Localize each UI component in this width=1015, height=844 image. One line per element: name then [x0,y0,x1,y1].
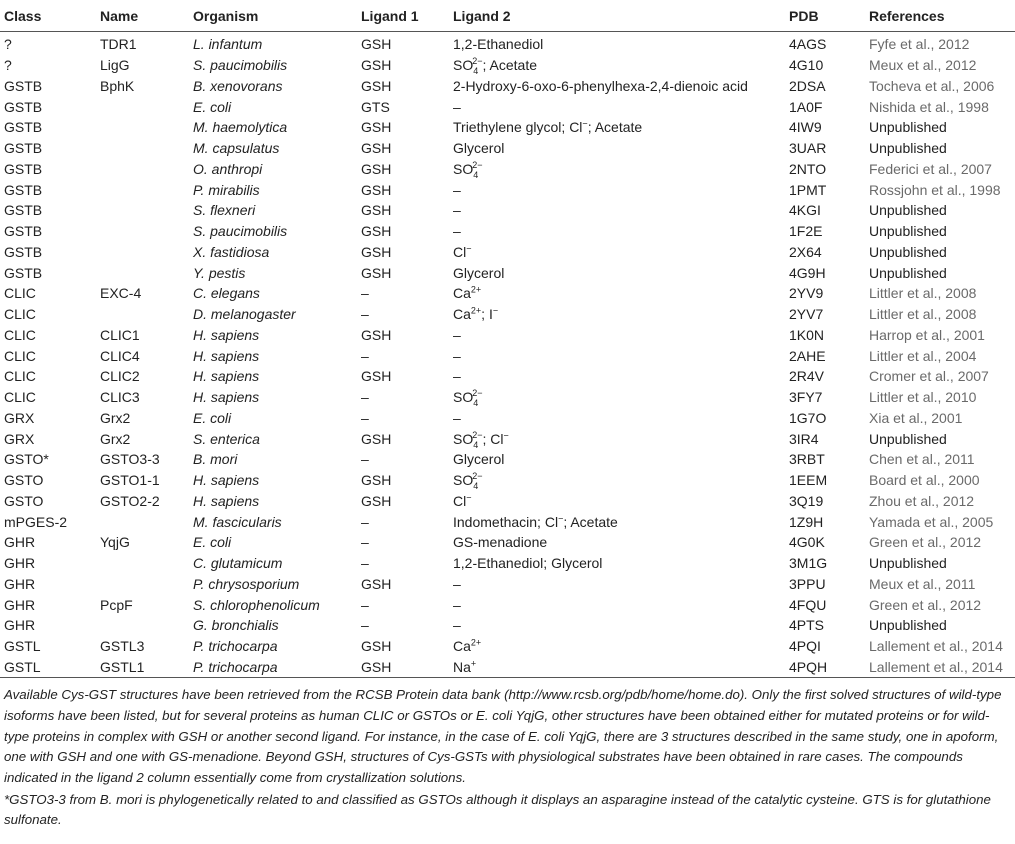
pdb-cell: 2X64 [789,243,822,260]
header-class: Class [0,0,96,32]
pdb-cell: 4AGS [789,36,827,53]
ligand-1-cell: GSH [361,57,392,74]
name-cell: CLIC2 [100,368,140,385]
table-row [0,615,1015,636]
organism-cell: P. trichocarpa [193,638,278,655]
class-cell: GSTB [4,223,43,240]
ligand-2-cell: – [453,596,461,613]
class-cell: GSTL [0,657,96,678]
footnote-star: *GSTO3-3 from B. mori is phylogenetically related to and classified as GSTOs although it displays an asparagine instead of the catalytic cysteine. GTS is for glutathione sulfonate. [4,791,991,828]
reference-cell: Green et al., 2012 [869,596,982,613]
reference-cell: Meux et al., 2011 [869,575,976,592]
ligand-1-cell: GSH [361,326,392,343]
reference-cell: Unpublished [869,617,947,634]
ligand-1-cell: GSH [361,202,392,219]
reference-cell: Green et al., 2012 [869,534,982,551]
table-row [0,200,1015,221]
table-row [0,242,1015,263]
name-cell [96,96,189,117]
name-cell: EXC-4 [100,285,142,302]
header-organism: Organism [189,0,357,32]
pdb-cell: 2NTO [789,160,827,177]
pdb-cell: 4G10 [789,57,824,74]
ligand-2-cell: GS-menadione [453,534,548,551]
reference-cell: Meux et al., 2012 [869,57,977,74]
name-cell: TDR1 [100,36,137,53]
organism-cell: H. sapiens [193,326,260,343]
name-cell: CLIC4 [100,347,140,364]
table-row [0,55,1015,76]
class-cell: GSTO [4,492,44,509]
name-cell [96,179,189,200]
ligand-1-cell: GSH [361,181,392,198]
ligand-1-cell: GSH [361,575,392,592]
pdb-cell: 3UAR [789,140,827,157]
ligand-2-cell: $SO_4^{2-}$ [453,160,483,180]
ligand-2-cell: Glycerol [453,140,505,157]
organism-cell: S. paucimobilis [193,57,288,74]
class-cell: ? [4,57,12,74]
name-cell [96,553,189,574]
ligand-1-cell: GSH [361,140,392,157]
pdb-cell: 4PQI [789,638,821,655]
ligand-2-cell: 2-Hydroxy-6-oxo-6-phenylhexa-2,4-dienoic acid [453,77,748,94]
pdb-cell: 1Z9H [789,513,824,530]
class-cell: ? [4,36,12,53]
table-row [0,636,1015,657]
class-cell: GSTB [4,264,43,281]
name-cell: GSTO3-3 [100,451,160,468]
ligand-2-cell: $Ca^{2+}$ [453,637,482,655]
name-cell [96,221,189,242]
table-row [0,32,1015,55]
class-cell: mPGES-2 [4,513,68,530]
header-references: References [865,0,1015,32]
reference-cell: Littler et al., 2008 [869,285,977,302]
table-row [0,366,1015,387]
pdb-cell: 4KGI [789,202,821,219]
pdb-cell: 1G7O [789,409,827,426]
organism-cell: B. mori [193,451,238,468]
reference-cell: Unpublished [869,555,947,572]
ligand-1-cell: – [361,534,369,551]
ligand-1-cell: GTS [361,98,390,115]
ligand-2-cell: $SO_4^{2-}$ [453,388,483,408]
table-row [0,345,1015,366]
ligand-1-cell: GSH [361,119,392,136]
organism-cell: H. sapiens [193,472,260,489]
name-cell [96,200,189,221]
pdb-cell: 1PMT [789,181,827,198]
pdb-cell: 4PTS [789,617,825,634]
organism-cell: M. capsulatus [193,140,280,157]
ligand-2-cell: Cl− [453,243,472,260]
table-row [0,657,1015,678]
ligand-1-cell: GSH [361,430,392,447]
organism-cell: E. coli [193,534,232,551]
pdb-cell: 3M1G [789,555,828,572]
ligand-1-cell: GSH [361,264,392,281]
class-cell: GSTL [4,638,41,655]
table-row [0,594,1015,615]
reference-cell: Fyfe et al., 2012 [869,36,970,53]
pdb-cell: 3RBT [789,451,825,468]
reference-cell: Unpublished [869,202,947,219]
reference-cell: Rossjohn et al., 1998 [869,181,1001,198]
table-row [0,283,1015,304]
name-cell [96,304,189,325]
reference-cell: Unpublished [869,243,947,260]
ligand-1-cell: – [361,617,369,634]
pdb-cell: 3IR4 [789,430,819,447]
organism-cell: S. paucimobilis [193,223,288,240]
ligand-2-cell: – [453,347,461,364]
ligand-1-cell: GSH [361,368,392,385]
table-row [0,470,1015,491]
table-row [0,221,1015,242]
table-row [0,117,1015,138]
pdb-cell: 4IW9 [789,119,822,136]
organism-cell: B. xenovorans [193,77,283,94]
ligand-1-cell: GSH [361,36,392,53]
class-cell: GSTB [4,243,43,260]
ligand-2-cell: – [453,368,461,385]
pdb-cell: 4FQU [789,596,827,613]
table-footnote [0,678,1015,831]
ligand-2-cell: Cl− [453,492,472,509]
reference-cell: Cromer et al., 2007 [869,368,989,385]
name-cell [96,615,189,636]
table-row [0,532,1015,553]
table-row [0,138,1015,159]
pdb-cell: 1K0N [789,326,825,343]
ligand-2-cell: 1,2-Ethanediol [453,36,544,53]
ligand-1-cell: – [361,347,369,364]
class-cell: GSTB [4,181,43,198]
pdb-cell: 2YV9 [789,285,824,302]
table-row [0,159,1015,180]
class-cell: CLIC [4,285,36,302]
organism-cell: E. coli [193,409,232,426]
name-cell: GSTO2-2 [100,492,160,509]
class-cell: GHR [4,617,36,634]
table-row [0,491,1015,512]
reference-cell: Littler et al., 2004 [869,347,977,364]
name-cell: GSTL1 [96,657,189,678]
class-cell: CLIC [4,368,36,385]
ligand-1-cell: – [361,389,369,406]
organism-cell: X. fastidiosa [193,243,270,260]
table-row [0,449,1015,470]
class-cell: CLIC [4,326,36,343]
table-row [0,408,1015,429]
reference-cell: Zhou et al., 2012 [869,492,975,509]
class-cell: GRX [4,430,35,447]
name-cell: GSTL3 [100,638,145,655]
table-row [0,511,1015,532]
name-cell: GSTO1-1 [100,472,160,489]
table-row [0,387,1015,408]
pdb-cell: 4PQH [785,657,865,678]
table-header-row [0,0,1015,32]
name-cell [96,117,189,138]
organism-cell: P. mirabilis [193,181,260,198]
reference-cell: Unpublished [869,119,947,136]
organism-cell: H. sapiens [193,492,260,509]
reference-cell: Lallement et al., 2014 [865,657,1015,678]
ligand-1-cell: GSH [361,77,392,94]
ligand-1-cell: GSH [361,638,392,655]
table-body [0,32,1015,678]
ligand-1-cell: GSH [361,223,392,240]
name-cell [96,242,189,263]
ligand-2-cell: $Ca^{2+}$; I− [453,305,499,323]
class-cell: CLIC [4,389,36,406]
class-cell: GSTO [4,472,44,489]
table-row [0,76,1015,97]
ligand-1-cell: – [361,306,369,323]
reference-cell: Unpublished [869,430,947,447]
pdb-cell: 3Q19 [789,492,824,509]
name-cell: CLIC1 [100,326,140,343]
name-cell: Grx2 [100,430,131,447]
reference-cell: Xia et al., 2001 [869,409,963,426]
class-cell: GSTO* [4,451,49,468]
ligand-1-cell: GSH [361,492,392,509]
organism-cell: S. enterica [193,430,260,447]
ligand-1-cell: – [361,513,369,530]
name-cell: PcpF [100,596,133,613]
class-cell: GSTB [4,160,43,177]
pdb-cell: 2R4V [789,368,825,385]
class-cell: GHR [4,534,36,551]
ligand-1-cell: – [361,285,369,302]
class-cell: GHR [4,596,36,613]
name-cell: CLIC3 [100,389,140,406]
pdb-cell: 4G9H [789,264,826,281]
class-cell: GRX [4,409,35,426]
organism-cell: D. melanogaster [193,306,296,323]
ligand-1-cell: GSH [361,160,392,177]
pdb-cell: 4G0K [789,534,825,551]
class-cell: GHR [4,555,36,572]
ligand-2-cell: – [453,202,461,219]
reference-cell: Littler et al., 2010 [869,389,977,406]
reference-cell: Unpublished [869,223,947,240]
ligand-1-cell: GSH [361,243,392,260]
reference-cell: Littler et al., 2008 [869,306,977,323]
ligand-1-cell: – [361,409,369,426]
header-ligand-2: Ligand 2 [449,0,785,32]
organism-cell: M. haemolytica [193,119,288,136]
ligand-1-cell: – [361,596,369,613]
organism-cell: H. sapiens [193,347,260,364]
ligand-2-cell: $SO_4^{2-}$ [453,471,483,491]
ligand-2-cell: Triethylene glycol; Cl−; Acetate [453,118,643,136]
ligand-2-cell: – [453,617,461,634]
reference-cell: Board et al., 2000 [869,472,980,489]
name-cell [96,138,189,159]
ligand-2-cell: – [453,575,461,592]
ligand-2-cell: – [453,223,461,240]
name-cell: LigG [100,57,130,74]
organism-cell: E. coli [193,98,232,115]
name-cell: BphK [100,77,135,94]
reference-cell: Chen et al., 2011 [869,451,975,468]
ligand-2-cell: Glycerol [453,264,505,281]
table-row [0,262,1015,283]
header-name: Name [96,0,189,32]
organism-cell: H. sapiens [193,389,260,406]
organism-cell: H. sapiens [193,368,260,385]
pdb-cell: 2YV7 [789,306,824,323]
table-row [0,553,1015,574]
name-cell [96,574,189,595]
class-cell: CLIC [4,306,36,323]
header-ligand-1: Ligand 1 [357,0,449,32]
name-cell [96,511,189,532]
organism-cell: S. flexneri [193,202,256,219]
reference-cell: Yamada et al., 2005 [869,513,994,530]
ligand-2-cell: Indomethacin; Cl−; Acetate [453,512,618,530]
table-row [0,428,1015,449]
ligand-2-cell: – [453,98,461,115]
name-cell [96,262,189,283]
pdb-cell: 3FY7 [789,389,823,406]
organism-cell: G. bronchialis [193,617,279,634]
class-cell: GSTB [4,119,43,136]
pdb-cell: 2DSA [789,77,826,94]
ligand-2-cell: $SO_4^{2-}$; Cl− [453,429,509,449]
pdb-cell: 1F2E [789,223,823,240]
organism-cell: O. anthropi [193,160,263,177]
table-row [0,96,1015,117]
name-cell [96,159,189,180]
organism-cell: S. chlorophenolicum [193,596,320,613]
ligand-2-cell: Glycerol [453,451,505,468]
ligand-2-cell: Na+ [449,657,785,678]
table-row [0,574,1015,595]
ligand-2-cell: – [453,409,461,426]
reference-cell: Unpublished [869,264,947,281]
table-row [0,304,1015,325]
ligand-1-cell: – [361,451,369,468]
organism-cell: C. glutamicum [193,555,283,572]
reference-cell: Nishida et al., 1998 [869,98,989,115]
reference-cell: Unpublished [869,140,947,157]
pdb-cell: 1A0F [789,98,823,115]
ligand-2-cell: $Ca^{2+}$ [453,284,482,302]
ligand-2-cell: $SO_4^{2-}$; Acetate [453,56,537,76]
table-row [0,325,1015,346]
header-pdb: PDB [785,0,865,32]
ligand-1-cell: GSH [357,657,449,678]
pdb-cell: 2AHE [789,347,826,364]
organism-cell: P. chrysosporium [193,575,300,592]
reference-cell: Federici et al., 2007 [869,160,992,177]
organism-cell: Y. pestis [193,264,246,281]
ligand-1-cell: GSH [361,472,392,489]
organism-cell: P. trichocarpa [189,657,357,678]
class-cell: GSTB [4,98,43,115]
class-cell: GHR [4,575,36,592]
ligand-2-cell: – [453,181,461,198]
reference-cell: Harrop et al., 2001 [869,326,985,343]
organism-cell: M. fascicularis [193,513,282,530]
name-cell: Grx2 [100,409,131,426]
reference-cell: Lallement et al., 2014 [869,638,1003,655]
pdb-cell: 3PPU [789,575,826,592]
class-cell: GSTB [4,202,43,219]
name-cell: YqjG [100,534,130,551]
class-cell: CLIC [4,347,36,364]
class-cell: GSTB [4,140,43,157]
organism-cell: C. elegans [193,285,260,302]
footnote-main: Available Cys-GST structures have been retrieved from the RCSB Protein data bank (http://www.rcsb.org/pdb/home/home.do). Only the first solved structures of wild-type isoforms have been listed, but for several proteins as human CLIC or GSTOs or E. coli YqjG, other structures have been obtained either for mutated proteins or for wild-type proteins in complex with GSH or another second ligand. For instance, in the case of E. coli YqjG, there are 3 structures described in the same study, one in apoform, one with GSH and one with GS-menadione. Beyond GSH, structures of Cys-GSTs with physiological substrates have been obtained in rare cases. The compounds indicated in the ligand 2 column essentially come from crystallization solutions. [4,687,1002,786]
class-cell: GSTB [4,77,43,94]
ligand-2-cell: 1,2-Ethanediol; Glycerol [453,555,603,572]
table-row [0,179,1015,200]
ligand-1-cell: – [361,555,369,572]
pdb-cell: 1EEM [789,472,828,489]
organism-cell: L. infantum [193,36,263,53]
reference-cell: Tocheva et al., 2006 [869,77,995,94]
ligand-2-cell: – [453,326,461,343]
